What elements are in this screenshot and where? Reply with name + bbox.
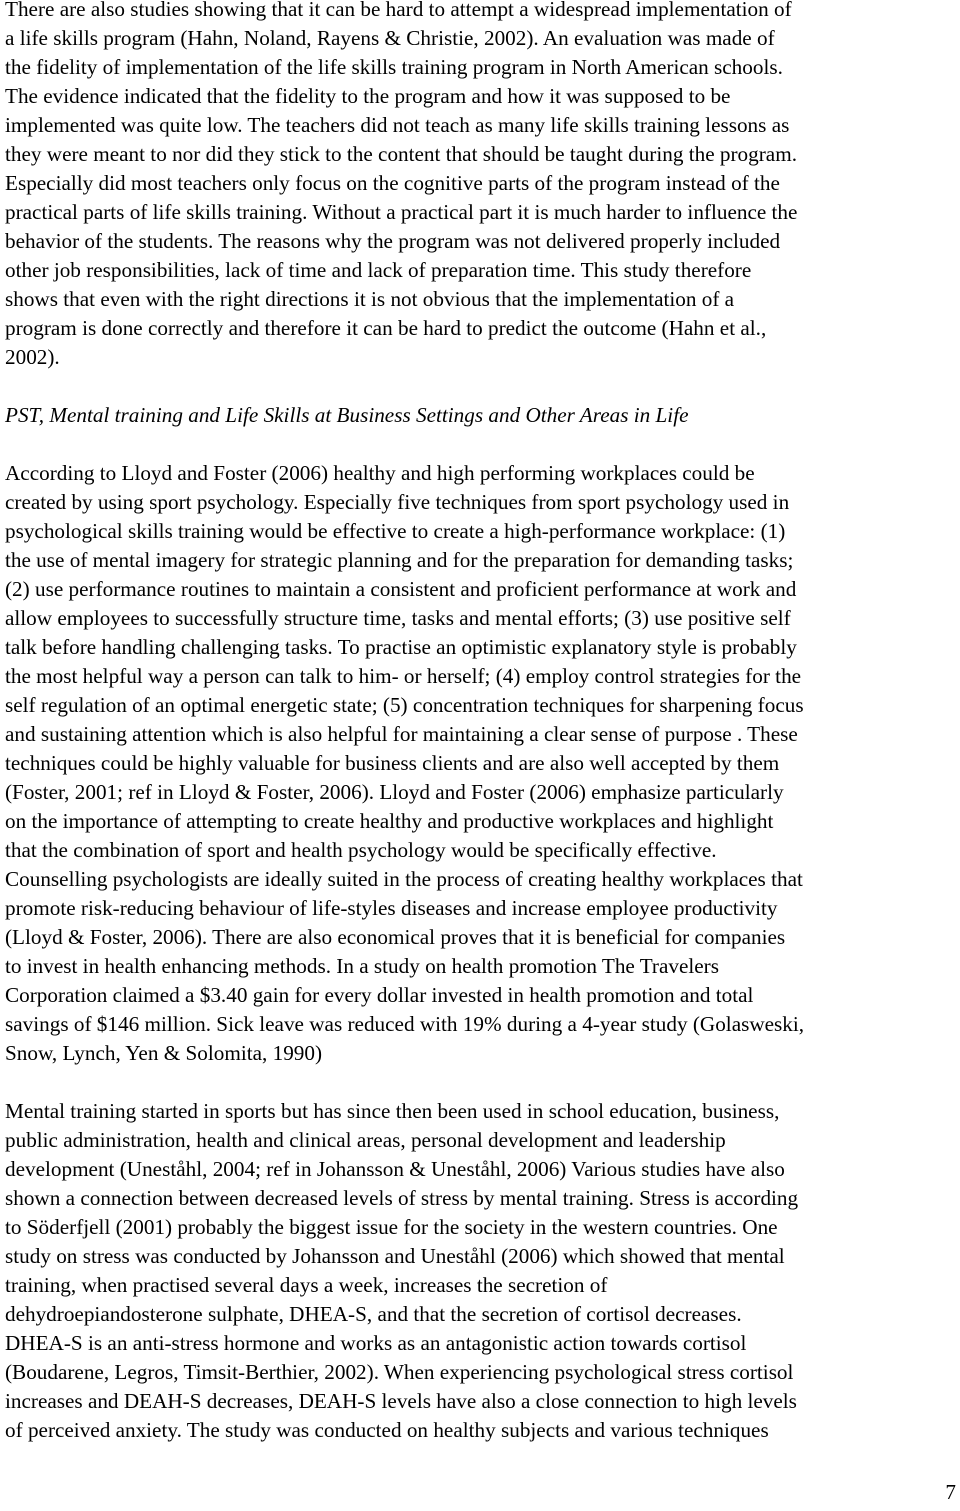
paragraph-spacer	[5, 372, 958, 401]
paragraph-mental-training: Mental training started in sports but has since then been used in school education, business, public administration, health and clinical areas, personal development and leadership development (Uneståhl, 2004; ref in Johansson & Uneståhl, 2006) Various studies have also shown a connection between decreased levels of stress by mental training. Stress is according to Söderfjell (2001) probably the biggest issue for the society in the western countries. One study on stress was conducted by Johansson and Uneståhl (2006) which showed that mental training, when practised several days a week, increases the secretion of dehydroepiandosterone sulphate, DHEA-S, and that the secretion of cortisol decreases. DHEA-S is an anti-stress hormone and works as an antagonistic action towards cortisol (Boudarene, Legros, Timsit-Berthier, 2002). When experiencing psychological stress cortisol increases and DEAH-S decreases, DEAH-S levels have also a close connection to high levels of perceived anxiety. The study was conducted on healthy subjects and various techniques	[5, 1099, 799, 1442]
heading-spacer	[5, 430, 958, 459]
page-number: 7	[945, 1480, 956, 1504]
paragraph-business-settings: According to Lloyd and Foster (2006) healthy and high performing workplaces could be created by using sport psychology. Especially five techniques from sport psychology used in psychological skills training would be effective to create a high-performance workplace: (1) the use of mental imagery for strategic planning and for the preparation for demanding tasks; (2) use performance routines to maintain a consistent and proficient performance at work and allow employees to successfully structure time, tasks and mental efforts; (3) use positive self talk before handling challenging tasks. To practise an optimistic explanatory style is probably the most helpful way a person can talk to him- or herself; (4) employ control strategies for the self regulation of an optimal energetic state; (5) concentration techniques for sharpening focus and sustaining attention which is also helpful for maintaining a clear sense of purpose . These techniques could be highly valuable for business clients and are also well accepted by them (Foster, 2001; ref in Lloyd & Foster, 2006). Lloyd and Foster (2006) emphasize particularly on the importance of attempting to create healthy and productive workplaces and highlight that the combination of sport and health psychology would be specifically effective. Counselling psychologists are ideally suited in the process of creating healthy workplaces that promote risk-reducing behaviour of life-styles diseases and increase employee productivity (Lloyd & Foster, 2006). There are also economical proves that it is beneficial for companies to invest in health enhancing methods. In a study on health promotion The Travelers Corporation claimed a $3.40 gain for every dollar invested in health promotion and total savings of $146 million. Sick leave was reduced with 19% during a 4-year study (Golasweski, Snow, Lynch, Yen & Solomita, 1990)	[5, 461, 805, 1065]
document-page	[5, 0, 958, 1445]
paragraph-spacer	[5, 1068, 958, 1097]
section-heading: PST, Mental training and Life Skills at Business Settings and Other Areas in Life	[5, 403, 689, 427]
paragraph-fidelity-implementation: There are also studies showing that it can be hard to attempt a widespread implementation of a life skills program (Hahn, Noland, Rayens & Christie, 2002). An evaluation was made of the fidelity of implementation of the life skills training program in North American schools. The evidence indicated that the fidelity to the program and how it was supposed to be implemented was quite low. The teachers did not teach as many life skills training lessons as they were meant to nor did they stick to the content that should be taught during the program. Especially did most teachers only focus on the cognitive parts of the program instead of the practical parts of life skills training. Without a practical part it is much harder to influence the behavior of the students. The reasons why the program was not delivered properly included other job responsibilities, lack of time and lack of preparation time. This study therefore shows that even with the right directions it is not obvious that the implementation of a program is done correctly and therefore it can be hard to predict the outcome (Hahn et al., 2002).	[5, 0, 798, 369]
